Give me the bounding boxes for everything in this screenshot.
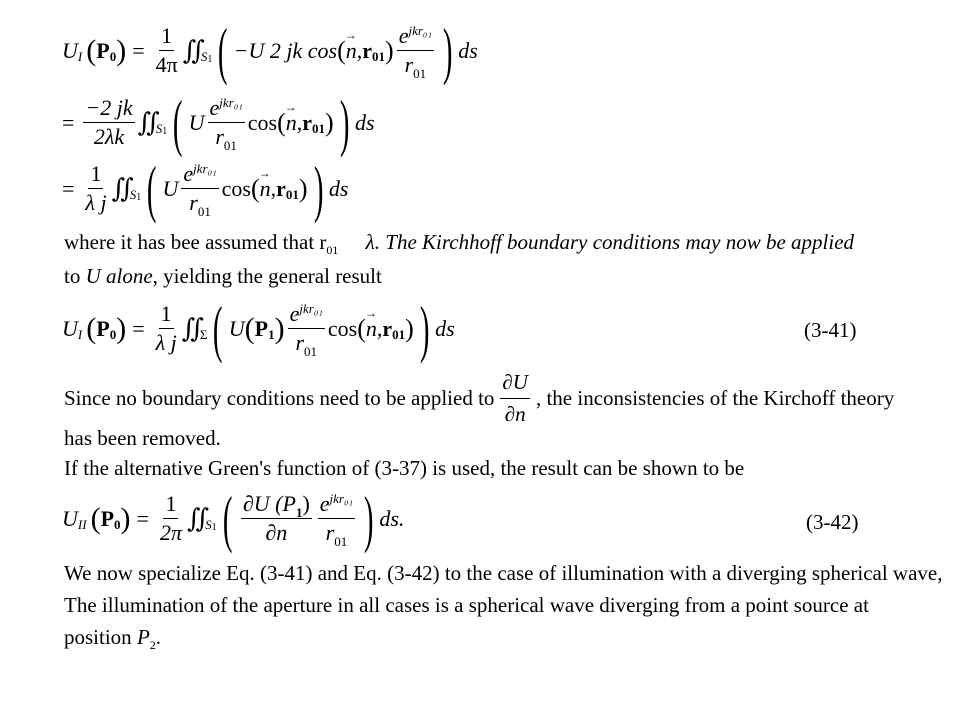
eq2-domain-sub: 1 <box>162 125 168 137</box>
eq1-ds: ds <box>458 37 478 63</box>
text-line-8-sub: 2 <box>149 638 156 652</box>
eq2-coefficient: $\frac{-2 jk}{2\lambda k}$ <box>85 95 133 150</box>
eq2-double-integral: ∬ <box>137 107 154 137</box>
eq4-exponential: $\frac{e^{jkr_{01}}}{r_{01}}$ <box>289 301 323 360</box>
eq4-coefficient: $\frac{1}{\text{λ j}}$ <box>155 301 177 356</box>
text-line-3b: , the inconsistencies of the Kirchoff theory <box>535 386 895 410</box>
text-line-8a: position <box>64 625 137 649</box>
eq5-lhs-sub: II <box>77 517 87 533</box>
eq3-r: r <box>276 175 286 201</box>
eq1-exponential: $\frac{e^{jkr_{01}}}{r_{01}}$ <box>398 23 432 82</box>
eq5-domain: S <box>205 517 212 533</box>
eq3-r-sub: 01 <box>285 187 299 203</box>
text-line-1b: λ. The Kirchhoff boundary conditions may now be applied <box>360 230 855 254</box>
eq3-coefficient: $\frac{1}{\text{λ j}}$ <box>85 161 107 216</box>
equation-1: U I ( P 0 ) = $\frac{1}{4\pi}$ ∬ S 1 ( −U 2 jk cos ( → n , r 01 ) $\frac{e^{jkr_{01}}}{r_{01}}$ ) ds <box>62 22 478 80</box>
eq3-U: U <box>162 175 179 201</box>
eq2-exponential: $\frac{e^{jkr_{01}}}{r_{01}}$ <box>209 95 243 154</box>
eq1-r-sub: 01 <box>372 49 386 65</box>
text-line-1 <box>64 230 854 255</box>
eq4-lhs-U: U <box>62 315 78 341</box>
eq1-lhs-sub: I <box>77 49 83 65</box>
text-line-2a: to <box>64 264 86 288</box>
eq2-cos: cos <box>247 109 278 135</box>
eq5-derivative: $\frac{\partial U (P_1)}{\partial n}$ <box>242 491 310 546</box>
equation-number-3-42: (3-42) <box>806 510 859 534</box>
eq1-double-integral: ∬ <box>182 35 199 65</box>
eq4-P1-sub: 1 <box>268 327 275 343</box>
eq3-domain-sub: 1 <box>136 191 142 203</box>
eq3-exponential: $\frac{e^{jkr_{01}}}{r_{01}}$ <box>183 161 217 220</box>
eq3-cos: cos <box>221 175 251 201</box>
text-line-7: The illumination of the aperture in all cases is a spherical wave diverging from a point source at <box>64 593 869 617</box>
eq4-n-vector: → n <box>366 318 377 340</box>
text-line-8b: . <box>155 625 162 649</box>
eq4-domain: Σ <box>199 327 208 343</box>
eq1-lhs-U: U <box>62 37 78 63</box>
inline-derivative: $\frac{\partial U}{\partial n}$ <box>502 370 528 426</box>
eq4-r: r <box>382 315 393 341</box>
text-line-2 <box>64 264 382 289</box>
eq1-coefficient: $\frac{1}{4\pi}$ <box>155 23 178 78</box>
text-line-3 <box>64 370 894 427</box>
text-line-1-sub: 01 <box>326 243 339 257</box>
text-line-3a: Since no boundary conditions need to be applied to <box>64 386 495 410</box>
eq4-r-sub: 01 <box>392 327 406 343</box>
eq4-P1: P <box>254 315 269 341</box>
eq5-lhs-P: P <box>100 505 115 531</box>
eq1-lhs-P: P <box>96 37 110 63</box>
text-line-2-italic: U alone <box>85 264 153 288</box>
eq1-body: −U 2 jk cos <box>233 37 338 63</box>
eq5-double-integral: ∬ <box>186 503 204 533</box>
text-line-2b: , yielding the general result <box>152 264 382 288</box>
eq3-domain: S <box>129 187 137 203</box>
text-line-8-P: P <box>136 625 150 649</box>
eq2-domain: S <box>155 121 163 137</box>
eq1-lhs-P-sub: 0 <box>109 49 117 65</box>
eq5-ds: ds. <box>379 505 405 531</box>
eq5-exponential: $\frac{e^{jkr_{01}}}{r_{01}}$ <box>319 491 354 550</box>
eq4-lhs-P-sub: 0 <box>109 327 117 343</box>
eq5-lhs-P-sub: 0 <box>114 517 121 533</box>
equation-2: = $\frac{-2 jk}{2\lambda k}$ ∬ S 1 ( U $\frac{e^{jkr_{01}}}{r_{01}}$ cos ( → n , r 01 ) ) ds <box>62 94 375 152</box>
equation-number-3-41: (3-41) <box>804 318 857 342</box>
text-line-4: has been removed. <box>64 426 221 450</box>
eq2-r-sub: 01 <box>312 121 326 137</box>
eq4-cos: cos <box>327 315 358 341</box>
eq2-n-vector: → n <box>286 112 297 134</box>
eq4-ds: ds <box>435 315 455 341</box>
eq1-domain: S <box>200 49 208 65</box>
equation-3-42: U II ( P 0 ) = $\frac{1}{2\pi}$ ∬ S 1 ( $\frac{\partial U (P_1)}{\partial n}$ $\frac{e^{jkr_{01}}}{r_{01}}$ ) ds. <box>62 483 405 554</box>
text-line-6: We now specialize Eq. (3-41) and Eq. (3-42) to the case of illumination with a diverging spherical wave, <box>64 561 943 585</box>
eq1-domain-sub: 1 <box>207 53 213 65</box>
eq4-U: U <box>228 315 245 341</box>
eq4-lhs-sub: I <box>77 327 83 343</box>
eq3-ds: ds <box>328 175 349 201</box>
eq1-n-vector: → n <box>346 40 357 62</box>
eq2-U: U <box>188 109 205 135</box>
text-line-5: If the alternative Green's function of (3-37) is used, the result can be shown to be <box>64 456 745 480</box>
equation-3: = $\frac{1}{\text{λ j}}$ ∬ S 1 ( U $\frac{e^{jkr_{01}}}{r_{01}}$ cos ( → n , r 01 ) ) ds <box>62 160 348 218</box>
eq4-double-integral: ∬ <box>181 313 198 343</box>
text-line-8 <box>64 625 161 650</box>
eq3-double-integral: ∬ <box>111 173 128 203</box>
eq5-lhs-U: U <box>62 505 78 531</box>
eq5-coefficient: $\frac{1}{2\pi}$ <box>159 491 182 546</box>
eq4-lhs-P: P <box>96 315 110 341</box>
eq2-r: r <box>302 109 313 135</box>
eq1-r: r <box>362 37 373 63</box>
eq3-n-vector: → n <box>260 178 271 200</box>
equation-3-41: U I ( P 0 ) = $\frac{1}{\text{λ j}}$ ∬ Σ ( U ( P 1 ) $\frac{e^{jkr_{01}}}{r_{01}}$ cos ( → n , r 01 ) ) ds <box>62 300 455 358</box>
eq5-domain-sub: 1 <box>211 521 217 533</box>
text-line-1a: where it has bee assumed that r <box>64 230 327 254</box>
eq2-ds: ds <box>355 109 375 135</box>
